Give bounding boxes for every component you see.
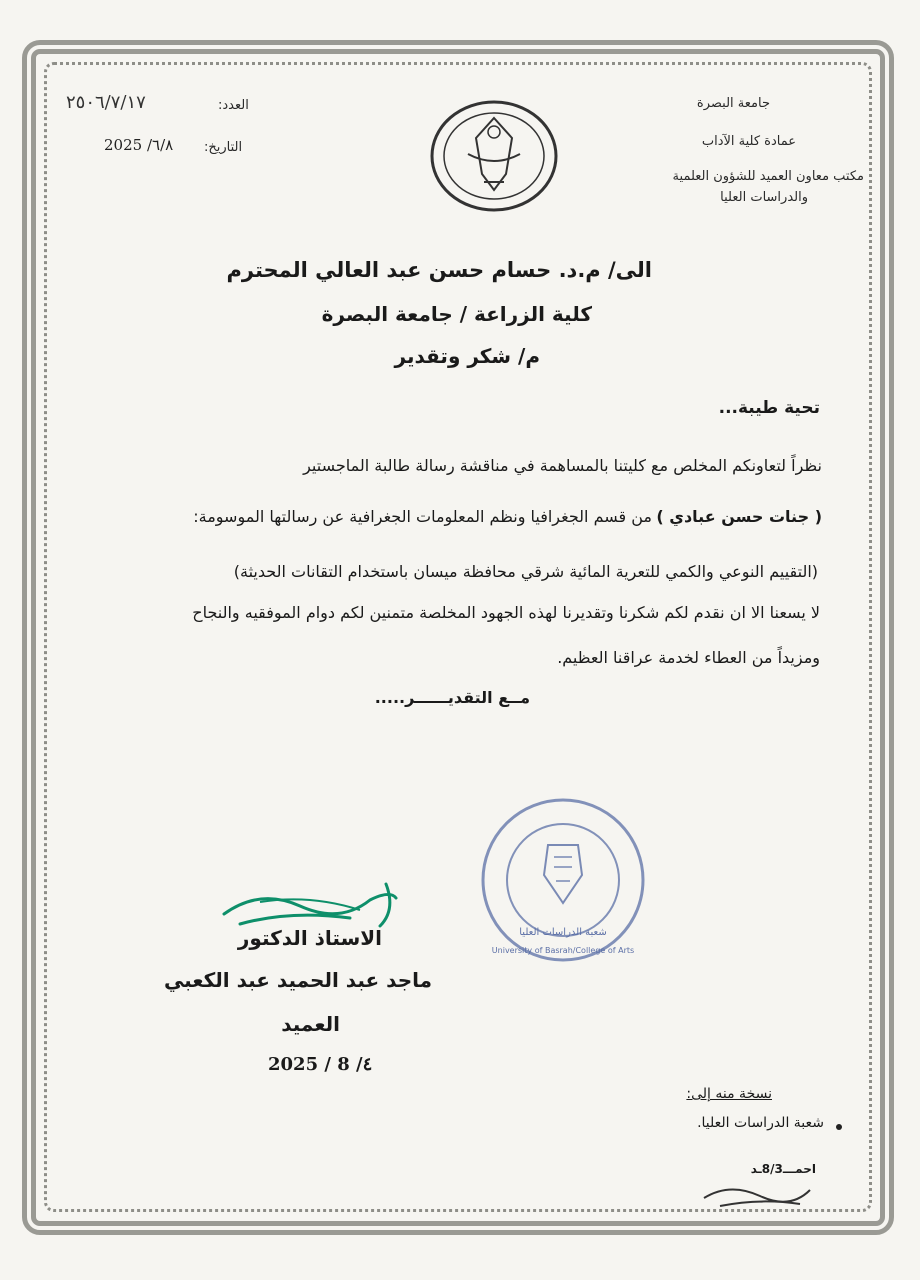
date-label: التاريخ: [204, 140, 243, 155]
signatory-title: الاستاذ الدكتور [237, 926, 382, 950]
body-line1: نظراً لتعاونكم المخلص مع كليتنا بالمساهمة في مناقشة رسالة طالبة الماجستير [303, 456, 822, 475]
copy-to-label: نسخة منه إلى: [686, 1086, 772, 1102]
signature-date: 2025 / 8 /٤ [268, 1054, 373, 1075]
ornamental-border-inner [44, 62, 872, 1212]
date-value: ٦/٨/ 2025 [104, 136, 174, 154]
number-value: ٢٥٠٦/٧/١٧ [66, 92, 146, 113]
initials-signature [700, 1178, 830, 1210]
university-logo [428, 98, 560, 214]
office-line1: مكتب معاون العميد للشؤون العلمية [672, 169, 864, 184]
signatory-position: العميد [281, 1012, 340, 1036]
addressee-college: كلية الزراعة / جامعة البصرة [321, 302, 592, 326]
university-name: جامعة البصرة [696, 96, 770, 111]
copy-to-ref: احمـــ8/3ـد [750, 1162, 816, 1176]
closing: مــع التقديــــــر..... [374, 688, 530, 707]
office-line2: والدراسات العليا [720, 190, 808, 205]
addressee-to: الى/ م.د. حسام حسن عبد العالي المحترم [226, 258, 652, 282]
stamp-text: University of Basrah/College of Arts [491, 946, 635, 955]
signatory-name: ماجد عبد الحميد عبد الكعبي [163, 968, 432, 992]
body-line5: ومزيداً من العطاء لخدمة عراقنا العظيم. [557, 648, 820, 667]
student-name: ( جنات حسن عبادي ) [656, 507, 822, 526]
thesis-title: (التقييم النوعي والكمي للتعرية المائية شرقي محافظة ميسان باستخدام التقانات الحديثة) [233, 562, 818, 581]
body-line4: لا يسعنا الا ان نقدم لكم شكرنا وتقديرنا لهذه الجهود المخلصة متمنين لكم دوام الموفقيه والنجاح [192, 603, 820, 622]
body-line2: من قسم الجغرافيا ونظم المعلومات الجغرافية عن رسالتها الموسومة: [193, 507, 652, 526]
number-label: العدد: [218, 98, 249, 113]
bullet-icon [836, 1124, 842, 1130]
college-name: عمادة كلية الآداب [701, 134, 796, 149]
stamp-unit: شعبة الدراسات العليا [519, 927, 607, 938]
official-stamp [478, 795, 648, 965]
letter-subject: م/ شكر وتقدير [394, 344, 540, 368]
greeting: تحية طيبة... [718, 398, 820, 418]
copy-to-item: شعبة الدراسات العليا. [697, 1115, 824, 1131]
